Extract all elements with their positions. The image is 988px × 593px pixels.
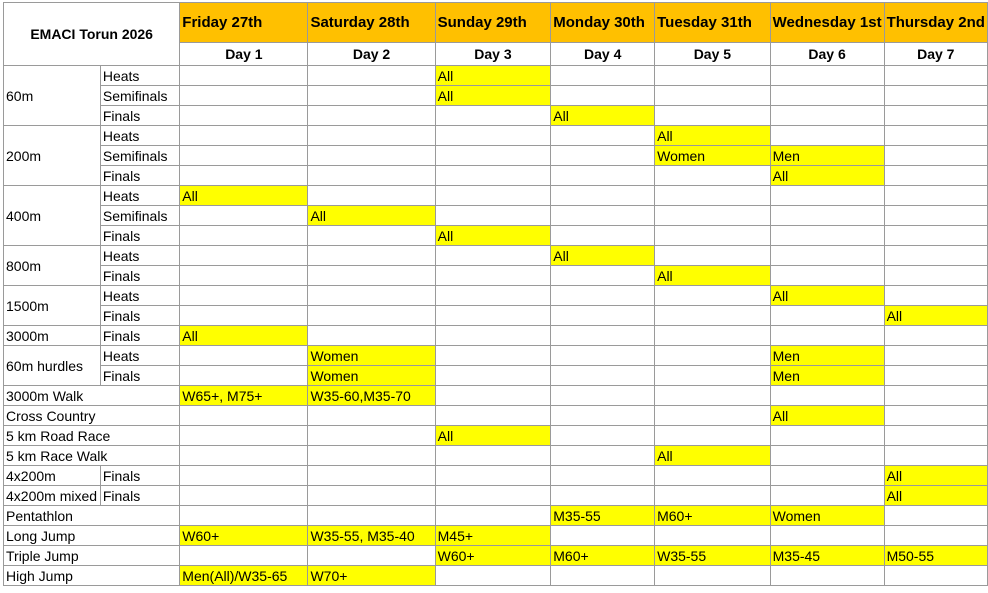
day-name-7: Thursday 2nd — [884, 3, 987, 43]
empty-cell — [308, 86, 435, 106]
empty-cell — [308, 546, 435, 566]
phase-name: Heats — [100, 346, 179, 366]
empty-cell — [308, 466, 435, 486]
table-row — [4, 386, 988, 406]
phase-name: Finals — [100, 306, 179, 326]
event-name: 4x200m — [4, 466, 101, 486]
scheduled-cell: W60+ — [180, 526, 308, 546]
empty-cell — [308, 266, 435, 286]
day-number-5: Day 5 — [655, 43, 771, 66]
scheduled-cell: All — [655, 266, 771, 286]
empty-cell — [551, 66, 655, 86]
table-row — [4, 366, 988, 386]
empty-cell — [180, 406, 308, 426]
empty-cell — [884, 426, 987, 446]
empty-cell — [551, 386, 655, 406]
scheduled-cell: All — [884, 306, 987, 326]
day-number-3: Day 3 — [435, 43, 551, 66]
empty-cell — [435, 506, 551, 526]
scheduled-cell: All — [435, 426, 551, 446]
empty-cell — [435, 486, 551, 506]
day-name-1: Friday 27th — [180, 3, 308, 43]
empty-cell — [435, 566, 551, 586]
day-number-2: Day 2 — [308, 43, 435, 66]
scheduled-cell: All — [770, 286, 884, 306]
empty-cell — [770, 226, 884, 246]
phase-name: Semifinals — [100, 206, 179, 226]
empty-cell — [435, 366, 551, 386]
scheduled-cell: W35-60,M35-70 — [308, 386, 435, 406]
empty-cell — [655, 246, 771, 266]
event-name: Pentathlon — [4, 506, 180, 526]
table-row — [4, 506, 988, 526]
event-name: 400m — [4, 186, 101, 246]
empty-cell — [551, 206, 655, 226]
scheduled-cell: W65+, M75+ — [180, 386, 308, 406]
empty-cell — [308, 306, 435, 326]
event-name: 1500m — [4, 286, 101, 326]
empty-cell — [655, 346, 771, 366]
empty-cell — [551, 286, 655, 306]
table-row — [4, 346, 988, 366]
empty-cell — [770, 66, 884, 86]
day-number-7: Day 7 — [884, 43, 987, 66]
empty-cell — [180, 486, 308, 506]
event-name: Triple Jump — [4, 546, 180, 566]
empty-cell — [884, 126, 987, 146]
empty-cell — [655, 226, 771, 246]
scheduled-cell: All — [770, 406, 884, 426]
scheduled-cell: All — [435, 66, 551, 86]
event-name: 60m hurdles — [4, 346, 101, 386]
scheduled-cell: All — [435, 226, 551, 246]
empty-cell — [884, 106, 987, 126]
empty-cell — [308, 166, 435, 186]
empty-cell — [308, 426, 435, 446]
empty-cell — [180, 226, 308, 246]
empty-cell — [770, 526, 884, 546]
empty-cell — [180, 446, 308, 466]
event-name: 200m — [4, 126, 101, 186]
empty-cell — [435, 126, 551, 146]
empty-cell — [180, 466, 308, 486]
scheduled-cell: All — [551, 106, 655, 126]
scheduled-cell: M60+ — [551, 546, 655, 566]
empty-cell — [655, 406, 771, 426]
empty-cell — [308, 246, 435, 266]
empty-cell — [308, 506, 435, 526]
day-number-1: Day 1 — [180, 43, 308, 66]
empty-cell — [884, 166, 987, 186]
phase-name: Finals — [100, 486, 179, 506]
empty-cell — [551, 126, 655, 146]
empty-cell — [180, 66, 308, 86]
phase-name: Heats — [100, 186, 179, 206]
empty-cell — [435, 306, 551, 326]
schedule-table — [3, 2, 988, 586]
table-row — [4, 446, 988, 466]
table-row — [4, 426, 988, 446]
empty-cell — [308, 406, 435, 426]
table-row — [4, 66, 988, 86]
empty-cell — [884, 206, 987, 226]
empty-cell — [435, 106, 551, 126]
empty-cell — [180, 506, 308, 526]
empty-cell — [435, 266, 551, 286]
empty-cell — [770, 566, 884, 586]
phase-name: Finals — [100, 226, 179, 246]
empty-cell — [308, 126, 435, 146]
empty-cell — [551, 226, 655, 246]
scheduled-cell: All — [551, 246, 655, 266]
event-name: 5 km Race Walk — [4, 446, 180, 466]
empty-cell — [655, 186, 771, 206]
table-row — [4, 546, 988, 566]
empty-cell — [180, 266, 308, 286]
scheduled-cell: Men — [770, 346, 884, 366]
table-row — [4, 286, 988, 306]
empty-cell — [770, 426, 884, 446]
empty-cell — [308, 486, 435, 506]
empty-cell — [180, 546, 308, 566]
scheduled-cell: M60+ — [655, 506, 771, 526]
table-row — [4, 146, 988, 166]
event-name: High Jump — [4, 566, 180, 586]
scheduled-cell: All — [655, 446, 771, 466]
table-row — [4, 566, 988, 586]
empty-cell — [435, 246, 551, 266]
empty-cell — [435, 386, 551, 406]
scheduled-cell: Men(All)/W35-65 — [180, 566, 308, 586]
empty-cell — [884, 446, 987, 466]
event-name: Long Jump — [4, 526, 180, 546]
empty-cell — [551, 486, 655, 506]
day-name-3: Sunday 29th — [435, 3, 551, 43]
table-row — [4, 86, 988, 106]
scheduled-cell: M50-55 — [884, 546, 987, 566]
empty-cell — [884, 146, 987, 166]
empty-cell — [180, 426, 308, 446]
scheduled-cell: Women — [655, 146, 771, 166]
empty-cell — [180, 246, 308, 266]
table-row — [4, 486, 988, 506]
empty-cell — [770, 266, 884, 286]
scheduled-cell: M35-55 — [551, 506, 655, 526]
empty-cell — [655, 326, 771, 346]
empty-cell — [435, 406, 551, 426]
scheduled-cell: Women — [770, 506, 884, 526]
empty-cell — [884, 386, 987, 406]
empty-cell — [180, 126, 308, 146]
empty-cell — [308, 446, 435, 466]
empty-cell — [884, 246, 987, 266]
day-name-5: Tuesday 31th — [655, 3, 771, 43]
empty-cell — [435, 146, 551, 166]
phase-name: Finals — [100, 466, 179, 486]
empty-cell — [551, 306, 655, 326]
day-name-6: Wednesday 1st — [770, 3, 884, 43]
empty-cell — [655, 466, 771, 486]
empty-cell — [655, 66, 771, 86]
empty-cell — [655, 486, 771, 506]
empty-cell — [884, 566, 987, 586]
empty-cell — [884, 346, 987, 366]
phase-name: Semifinals — [100, 146, 179, 166]
empty-cell — [655, 166, 771, 186]
empty-cell — [655, 566, 771, 586]
empty-cell — [770, 186, 884, 206]
scheduled-cell: All — [308, 206, 435, 226]
header-row-days — [4, 3, 988, 43]
scheduled-cell: All — [435, 86, 551, 106]
phase-name: Heats — [100, 66, 179, 86]
scheduled-cell: All — [770, 166, 884, 186]
phase-name: Finals — [100, 106, 179, 126]
empty-cell — [551, 186, 655, 206]
empty-cell — [884, 406, 987, 426]
scheduled-cell: All — [180, 186, 308, 206]
table-row — [4, 326, 988, 346]
empty-cell — [308, 226, 435, 246]
empty-cell — [770, 86, 884, 106]
empty-cell — [770, 306, 884, 326]
event-name: Cross Country — [4, 406, 180, 426]
phase-name: Finals — [100, 166, 179, 186]
table-row — [4, 186, 988, 206]
empty-cell — [655, 206, 771, 226]
table-row — [4, 466, 988, 486]
empty-cell — [180, 306, 308, 326]
empty-cell — [551, 466, 655, 486]
event-name: 800m — [4, 246, 101, 286]
scheduled-cell: W35-55 — [655, 546, 771, 566]
phase-name: Heats — [100, 246, 179, 266]
empty-cell — [884, 66, 987, 86]
empty-cell — [551, 266, 655, 286]
empty-cell — [551, 366, 655, 386]
empty-cell — [308, 66, 435, 86]
day-name-4: Monday 30th — [551, 3, 655, 43]
event-name: 3000m — [4, 326, 101, 346]
phase-name: Finals — [100, 326, 179, 346]
empty-cell — [551, 406, 655, 426]
empty-cell — [308, 286, 435, 306]
table-row — [4, 246, 988, 266]
empty-cell — [655, 366, 771, 386]
empty-cell — [180, 346, 308, 366]
scheduled-cell: M35-45 — [770, 546, 884, 566]
empty-cell — [551, 346, 655, 366]
empty-cell — [884, 266, 987, 286]
empty-cell — [655, 386, 771, 406]
table-title: EMACI Torun 2026 — [4, 3, 180, 66]
scheduled-cell: All — [180, 326, 308, 346]
empty-cell — [180, 86, 308, 106]
empty-cell — [435, 446, 551, 466]
scheduled-cell: M45+ — [435, 526, 551, 546]
table-row — [4, 166, 988, 186]
empty-cell — [655, 86, 771, 106]
table-row — [4, 226, 988, 246]
empty-cell — [884, 86, 987, 106]
event-name: 4x200m mixed — [4, 486, 101, 506]
empty-cell — [308, 106, 435, 126]
table-row — [4, 526, 988, 546]
empty-cell — [551, 446, 655, 466]
scheduled-cell: Men — [770, 366, 884, 386]
empty-cell — [435, 466, 551, 486]
table-row — [4, 106, 988, 126]
empty-cell — [884, 226, 987, 246]
empty-cell — [884, 506, 987, 526]
empty-cell — [551, 166, 655, 186]
event-name: 3000m Walk — [4, 386, 180, 406]
empty-cell — [655, 106, 771, 126]
empty-cell — [180, 206, 308, 226]
empty-cell — [884, 366, 987, 386]
empty-cell — [655, 286, 771, 306]
scheduled-cell: All — [884, 486, 987, 506]
empty-cell — [770, 446, 884, 466]
empty-cell — [770, 206, 884, 226]
phase-name: Finals — [100, 266, 179, 286]
empty-cell — [770, 486, 884, 506]
empty-cell — [551, 566, 655, 586]
empty-cell — [551, 426, 655, 446]
empty-cell — [180, 146, 308, 166]
empty-cell — [770, 106, 884, 126]
event-name: 60m — [4, 66, 101, 126]
empty-cell — [884, 286, 987, 306]
empty-cell — [770, 126, 884, 146]
table-row — [4, 406, 988, 426]
scheduled-cell: W60+ — [435, 546, 551, 566]
empty-cell — [308, 326, 435, 346]
event-name: 5 km Road Race — [4, 426, 180, 446]
empty-cell — [435, 186, 551, 206]
empty-cell — [551, 86, 655, 106]
day-name-2: Saturday 28th — [308, 3, 435, 43]
table-row — [4, 266, 988, 286]
table-row — [4, 126, 988, 146]
table-row — [4, 206, 988, 226]
empty-cell — [180, 366, 308, 386]
empty-cell — [180, 106, 308, 126]
empty-cell — [435, 286, 551, 306]
empty-cell — [551, 146, 655, 166]
empty-cell — [435, 206, 551, 226]
empty-cell — [884, 326, 987, 346]
empty-cell — [770, 386, 884, 406]
day-number-4: Day 4 — [551, 43, 655, 66]
empty-cell — [180, 166, 308, 186]
empty-cell — [770, 246, 884, 266]
empty-cell — [551, 526, 655, 546]
empty-cell — [551, 326, 655, 346]
empty-cell — [435, 166, 551, 186]
empty-cell — [770, 326, 884, 346]
empty-cell — [308, 186, 435, 206]
empty-cell — [655, 426, 771, 446]
empty-cell — [180, 286, 308, 306]
scheduled-cell: Women — [308, 346, 435, 366]
phase-name: Heats — [100, 126, 179, 146]
empty-cell — [884, 186, 987, 206]
scheduled-cell: W35-55, M35-40 — [308, 526, 435, 546]
empty-cell — [308, 146, 435, 166]
scheduled-cell: W70+ — [308, 566, 435, 586]
empty-cell — [655, 306, 771, 326]
phase-name: Semifinals — [100, 86, 179, 106]
scheduled-cell: All — [884, 466, 987, 486]
scheduled-cell: All — [655, 126, 771, 146]
scheduled-cell: Men — [770, 146, 884, 166]
empty-cell — [655, 526, 771, 546]
day-number-6: Day 6 — [770, 43, 884, 66]
empty-cell — [435, 326, 551, 346]
empty-cell — [770, 466, 884, 486]
table-row — [4, 306, 988, 326]
empty-cell — [884, 526, 987, 546]
phase-name: Finals — [100, 366, 179, 386]
scheduled-cell: Women — [308, 366, 435, 386]
phase-name: Heats — [100, 286, 179, 306]
empty-cell — [435, 346, 551, 366]
